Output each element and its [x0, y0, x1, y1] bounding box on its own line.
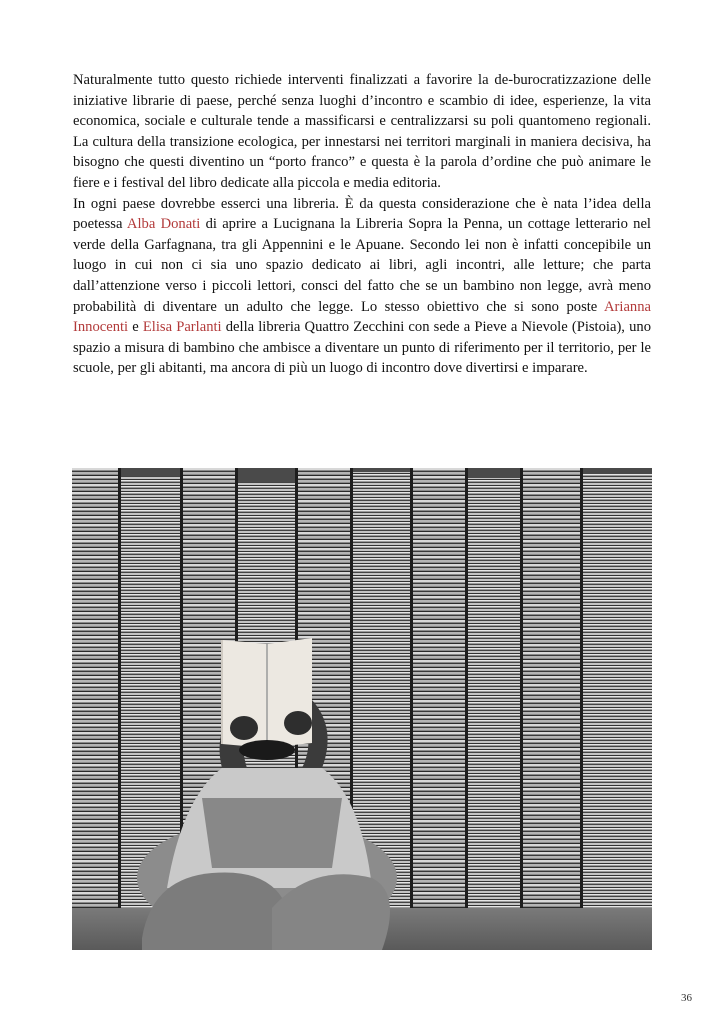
paragraph-2 — [73, 194, 651, 379]
paragraph-2-part-1: In ogni paese dovrebbe esserci una libreria. È da questa considerazione che è nata l’idea della poetessa — [73, 195, 651, 233]
paragraph-2-part-3: e — [128, 319, 143, 336]
page-number: 36 — [681, 992, 692, 1004]
paragraph-2-part-4: della libreria Quattro Zecchini con sede a Pieve a Nievole (Pistoia), uno spazio a misura di bambino che ambisce a diventare un punto di riferimento per il territorio, per le scuole, per gli abitanti, ma ancora di più un luogo di incontro dove divertirsi e imparare. — [73, 319, 651, 377]
photo-child-reading-among-books — [72, 468, 652, 950]
paragraph-1: Naturalmente tutto questo richiede interventi finalizzati a favorire la de-burocratizzazione delle iniziative librarie di paese, perché senza luoghi d’incontro e scambio di idee, esperienze, la vita economica, sociale e culturale tende a massificarsi e centralizzarsi su poli quantomeno regionali. La cultura della transizione ecologica, per innestarsi nei territori marginali in maniera decisiva, ha bisogno che questi diventino un “porto franco” e questa è la parola d’ordine che può animare le fiere e i festival del libro dedicate alla piccola e media editoria. — [73, 72, 651, 191]
paragraph-2-part-2: di aprire a Lucignana la Libreria Sopra la Penna, un cottage letterario nel verde della Garfagnana, tra gli Appennini e le Apuane. Secondo lei non è infatti concepibile un luogo in cui non ci sia uno spazio dedicato ai libri, agli incontri, alle letture; che parta dall’attenzione verso i piccoli lettori, consci del fatto che se un bambino non legge, avrà meno probabilità di diventare un adulto che legge. Lo stesso obiettivo che si sono poste — [73, 216, 651, 315]
person-name-alba-donati[interactable]: Alba Donati — [126, 216, 201, 233]
person-name-elisa-parlanti[interactable]: Elisa Parlanti — [142, 319, 222, 336]
photo-illustration — [72, 468, 652, 950]
person-name-arianna-innocenti[interactable]: Arianna Innocenti — [73, 298, 651, 336]
body-text — [73, 70, 651, 379]
